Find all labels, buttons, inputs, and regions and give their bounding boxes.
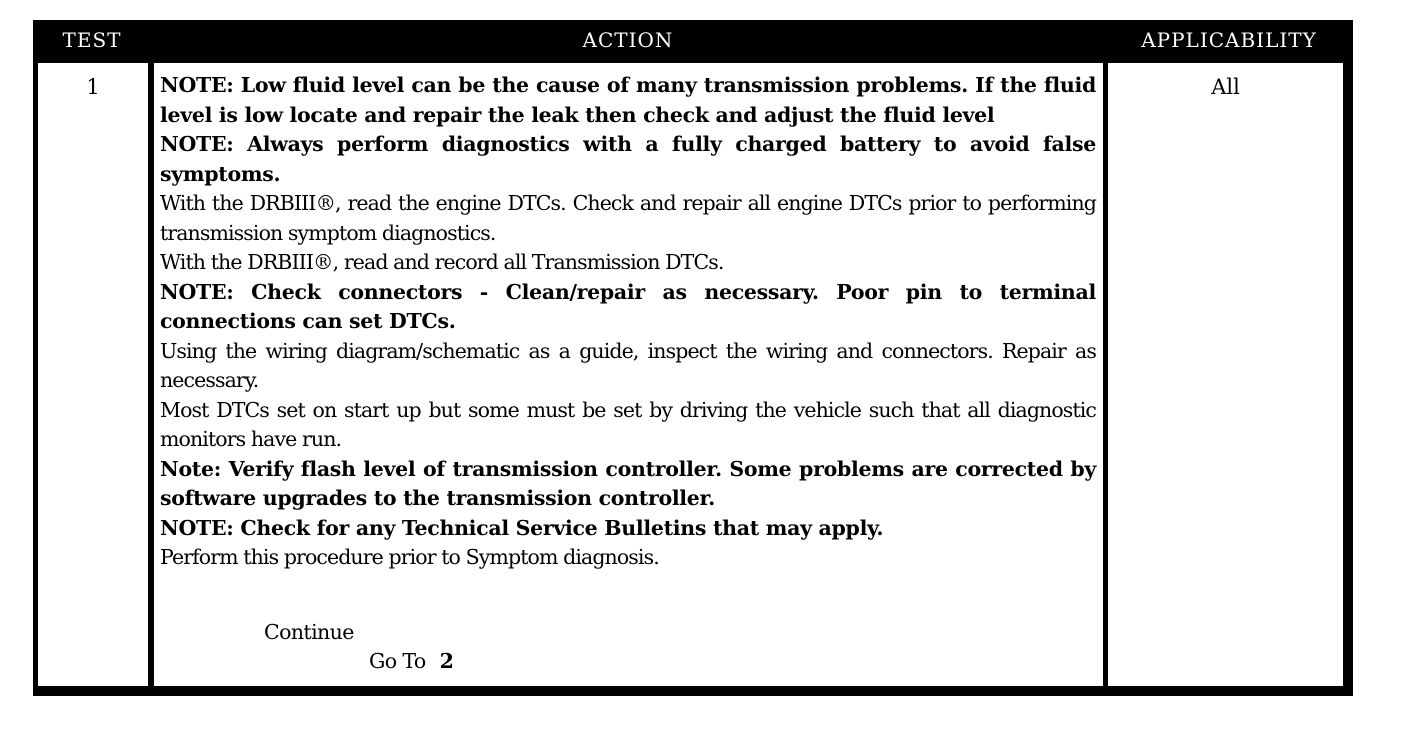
action-paragraph: NOTE: Check connectors - Clean/repair as necessary. Poor pin to terminal connections can set DTCs. — [160, 279, 1096, 333]
applicability-value: All — [1211, 75, 1240, 99]
action-paragraph: With the DRBIII®, read the engine DTCs. Check and repair all engine DTCs prior to performing transmission symptom diagnostics. — [160, 191, 1096, 245]
header-action: ACTION — [582, 28, 674, 52]
action-paragraph: Most DTCs set on start up but some must be set by driving the vehicle such that all diagnostic monitors have run. — [160, 397, 1096, 451]
action-paragraph: NOTE: Always perform diagnostics with a fully charged battery to avoid false symptoms. — [160, 132, 1096, 186]
action-paragraph: Perform this procedure prior to Symptom diagnosis. — [160, 545, 659, 569]
action-cell — [154, 63, 1103, 686]
header-applicability: APPLICABILITY — [1141, 28, 1317, 52]
test-number: 1 — [86, 75, 100, 99]
test-cell — [38, 63, 148, 686]
continue-label: Continue — [264, 620, 354, 644]
goto-label: Go To — [369, 649, 426, 673]
diagnostic-table — [33, 20, 1353, 696]
goto-target: 2 — [439, 649, 454, 673]
applicability-cell — [1108, 63, 1343, 686]
action-paragraph: With the DRBIII®, read and record all Transmission DTCs. — [160, 250, 724, 274]
action-paragraph: NOTE: Check for any Technical Service Bulletins that may apply. — [160, 515, 884, 540]
action-paragraph: NOTE: Low fluid level can be the cause of many transmission problems. If the fluid level is low locate and repair the leak then check and adjust the fluid level — [160, 73, 1096, 127]
goto-line — [369, 647, 453, 676]
action-text — [160, 71, 1096, 573]
action-paragraph: Using the wiring diagram/schematic as a guide, inspect the wiring and connectors. Repair as necessary. — [160, 338, 1096, 392]
header-test: TEST — [62, 28, 122, 52]
action-paragraph: Note: Verify flash level of transmission controller. Some problems are corrected by software upgrades to the transmission controller. — [160, 456, 1096, 510]
